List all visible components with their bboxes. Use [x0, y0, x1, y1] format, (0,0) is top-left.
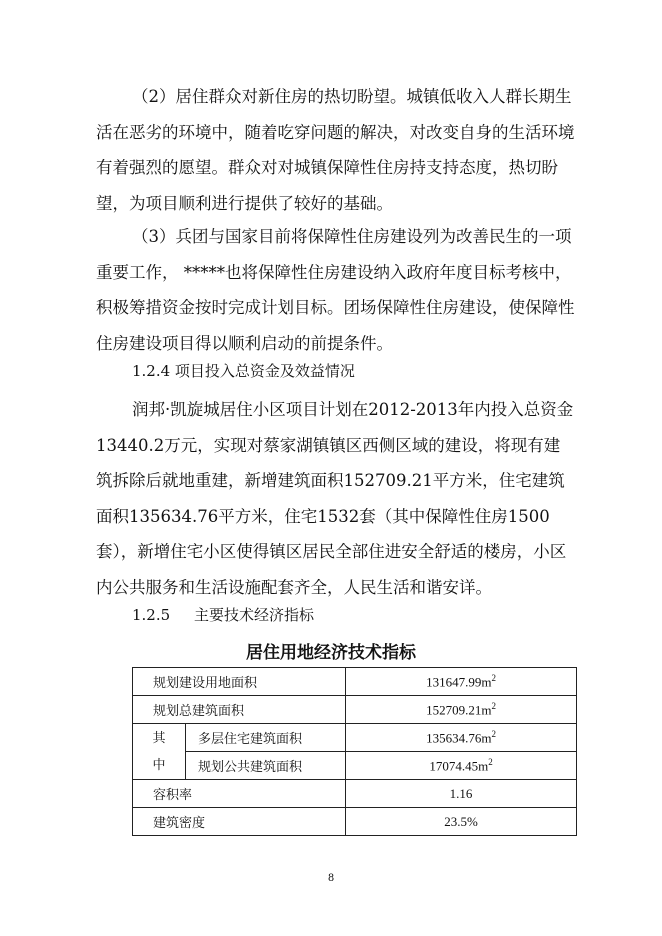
table-value-cell: 23.5% [346, 808, 577, 836]
table-value-cell: $17074.45m^2$ [346, 752, 577, 780]
paragraph-residents-desire: （2）居住群众对新住房的热切盼望。城镇低收入人群长期生活在恶劣的环境中，随着吃穿问题的解决，对改变自身的生活环境有着强烈的愿望。群众对对城镇保障性住房持支持态度，热切盼望，为项目顺利进行提供了较好的基础。 [96, 87, 575, 213]
table-row [133, 696, 577, 724]
table-row [133, 724, 577, 752]
table-value-cell: $152709.21m^2$ [346, 696, 577, 724]
table-label-cell: 规划建设用地面积 [133, 668, 346, 696]
paragraph-investment-benefits: 润邦·凯旋城居住小区项目计划在2012-2013年内投入总资金13440.2万元，实现对蔡家湖镇镇区西侧区域的建设，将现有建筑拆除后就地重建，新增建筑面积152709.21平方米，住宅建筑面积135634.76平方米，住宅1532套（其中保障性住房1500套），新增住宅小区使得镇区居民全部住进安全舒适的楼房，小区内公共服务和生活设施配套齐全，人民生活和谐安详。 [96, 400, 574, 597]
table-label-cell: 规划总建筑面积 [133, 696, 346, 724]
section-number: 1.2.5 [132, 606, 171, 624]
table-label-cell: 容积率 [133, 780, 346, 808]
paragraph-government-priority: （3）兵团与国家目前将保障性住房建设列为改善民生的一项重要工作， *****也将保障性住房建设纳入政府年度目标考核中，积极筹措资金按时完成计划目标。团场保障性住房建设，使保障性住房建设项目得以顺利启动的前提条件。 [96, 227, 575, 353]
table-label-cell: 规划公共建筑面积 [186, 752, 346, 780]
indicators-table [132, 667, 577, 836]
table-value-cell: $135634.76m^2$ [346, 724, 577, 752]
table-label-cell: 建筑密度 [133, 808, 346, 836]
section-heading-1-2-5 [132, 604, 314, 625]
section-title: 主要技术经济指标 [194, 606, 315, 624]
table-value-cell: 1.16 [346, 780, 577, 808]
table-row [133, 752, 577, 780]
table-row [133, 668, 577, 696]
table-title: 居住用地经济技术指标 [246, 643, 416, 663]
group-label-cell: 其 中 [133, 724, 186, 780]
table-value-cell: $131647.99m^2$ [346, 668, 577, 696]
page-number: 8 [327, 873, 335, 884]
section-heading-1-2-4: 1.2.4 项目投入总资金及效益情况 [132, 362, 355, 380]
table-row [133, 808, 577, 836]
table-label-cell: 多层住宅建筑面积 [186, 724, 346, 752]
table-row [133, 780, 577, 808]
